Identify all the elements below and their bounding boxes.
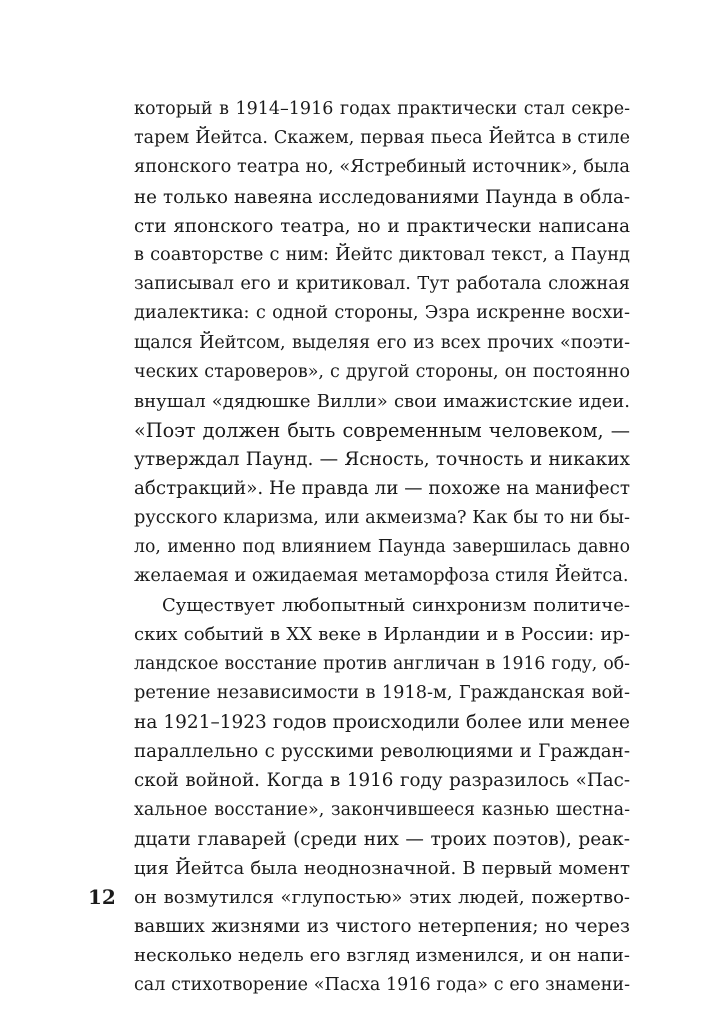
text-line: записывал его и критиковал. Тут работала сложная xyxy=(134,274,630,295)
text-line: «Поэт должен быть современным человеком, — xyxy=(134,419,630,443)
text-line: абстракций». Не правда ли — похоже на манифест xyxy=(134,478,630,500)
text-line: ских событий в XX веке в Ирландии и в России: ир- xyxy=(134,624,630,646)
text-line: ческих староверов», с другой стороны, он постоянно xyxy=(134,361,630,382)
text-line: он возмутился «глупостью» этих людей, пожертво- xyxy=(134,887,630,909)
text-line: ландское восстание против англичан в 1916 году, об- xyxy=(134,653,630,674)
text-line: ло, именно под влиянием Паунда завершилась давно xyxy=(134,536,630,557)
text-line: на 1921–1923 годов происходили более или менее xyxy=(134,711,630,733)
text-line: который в 1914–1916 годах практически стал секре- xyxy=(134,99,630,119)
text-line: в соавторстве с ним: Йейтс диктовал текст, а Паунд xyxy=(134,244,630,265)
text-line: ретение независимости в 1918-м, Гражданская вой- xyxy=(134,682,630,703)
text-line: не только навеяна исследованиями Паунда в обла- xyxy=(134,186,630,208)
text-line: диалектика: с одной стороны, Эзра искренне восхи- xyxy=(134,303,630,324)
text-line: японского театра но, «Ястребиный источник», была xyxy=(134,157,630,178)
text-line: тарем Йейтса. Скажем, первая пьеса Йейтса в стиле xyxy=(134,128,630,149)
page-number: 12 xyxy=(88,885,116,909)
paragraph-first-line: Существует любопытный синхронизм политиче- xyxy=(162,595,630,617)
text-line: русского кларизма, или акмеизма? Как бы то ни бы- xyxy=(134,507,630,528)
text-line: дцати главарей (среди них — троих поэтов), реак- xyxy=(134,828,630,850)
text-line: хальное восстание», закончившееся казнью шестна- xyxy=(134,799,630,820)
text-line: вавших жизнями из чистого нетерпения; но через xyxy=(134,916,630,938)
body-text xyxy=(134,95,630,1000)
text-line: ция Йейтса была неоднозначной. В первый момент xyxy=(134,857,630,879)
text-line: сал стихотворение «Пасха 1916 года» с его знамени- xyxy=(134,974,630,995)
text-line: внушал «дядюшке Вилли» свои имажистские идеи. xyxy=(134,390,630,412)
text-line: щался Йейтсом, выделяя его из всех прочих «поэти- xyxy=(134,332,630,353)
text-line: ской войной. Когда в 1916 году разразилось «Пас- xyxy=(134,770,630,792)
text-line: параллельно с русскими революциями и Граждан- xyxy=(134,741,630,763)
text-line: несколько недель его взгляд изменился, и он напи- xyxy=(134,945,630,967)
text-line: сти японского театра, но и практически написана xyxy=(134,215,630,237)
paragraph-last-line: желаемая и ожидаемая метаморфоза стиля Йейтса. xyxy=(134,566,629,586)
text-line: утверждал Паунд. — Ясность, точность и никаких xyxy=(134,449,630,471)
